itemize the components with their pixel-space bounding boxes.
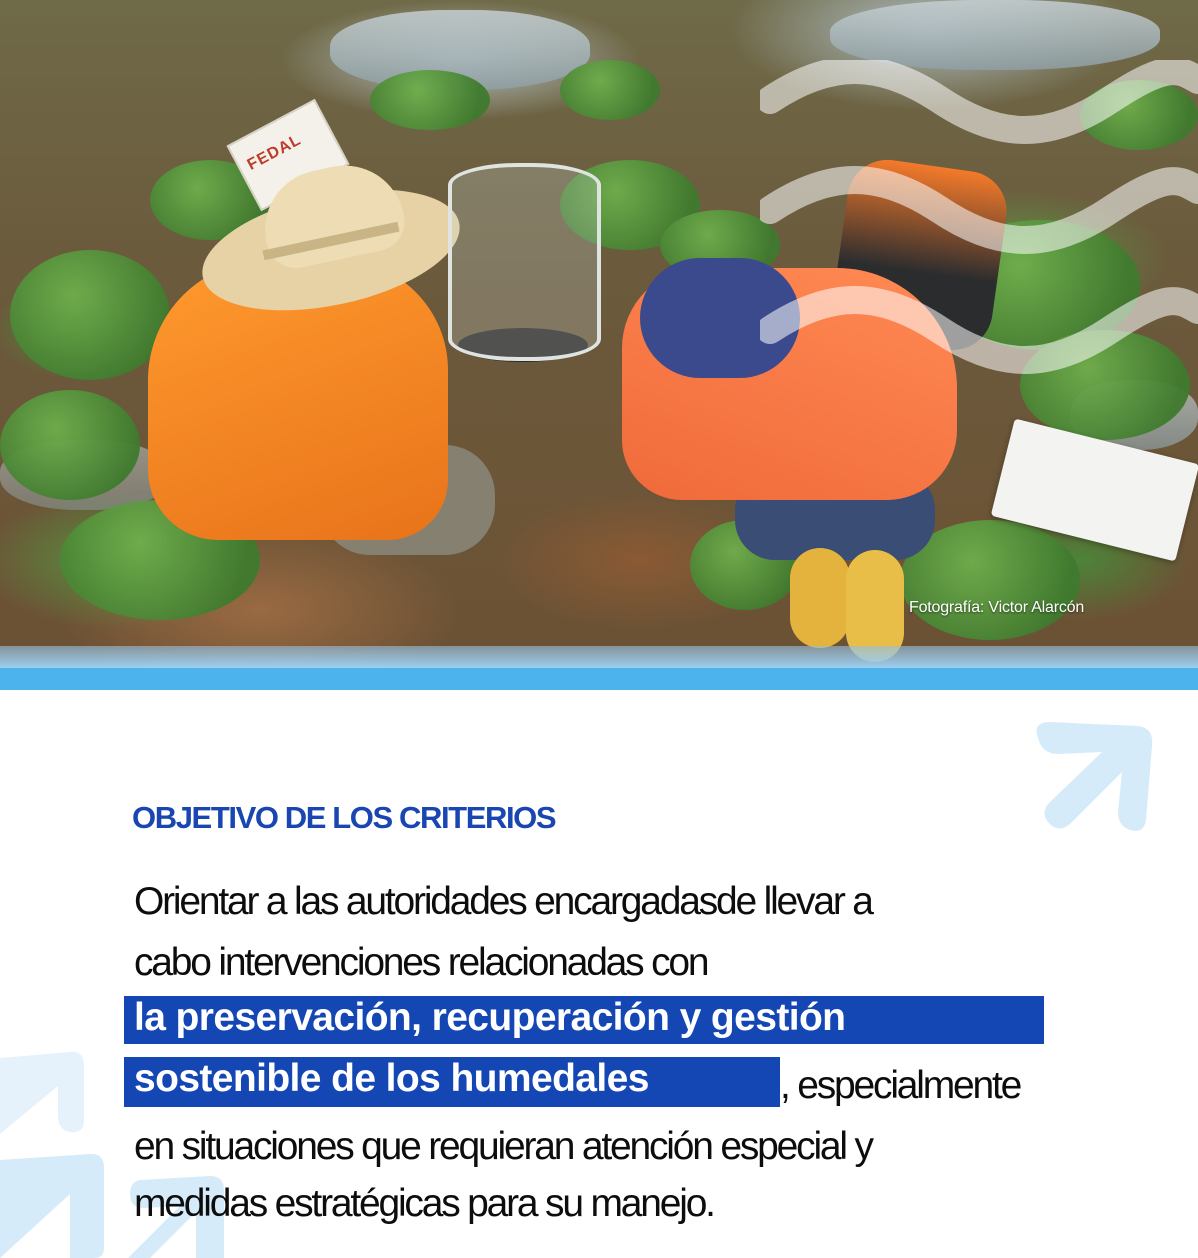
measurement-chamber — [448, 163, 601, 361]
arrow-decoration-icon — [0, 1050, 110, 1140]
wave-decoration-icon — [760, 60, 1198, 390]
highlighted-text: sostenible de los humedales — [124, 1057, 780, 1107]
body-text-line: medidas estratégicas para su manejo. — [134, 1182, 714, 1225]
divider-stripe — [0, 668, 1198, 690]
boot — [790, 548, 850, 648]
photo-credit: Fotografía: Victor Alarcón — [909, 599, 1085, 616]
sign-text: FEDAL — [244, 131, 305, 174]
section-heading: OBJETIVO DE LOS CRITERIOS — [132, 800, 556, 835]
body-text-line: Orientar a las autoridades encargadasde llevar a — [134, 880, 872, 923]
body-text-line: cabo intervenciones relacionadas con — [134, 941, 708, 984]
arrow-decoration-icon — [1030, 716, 1160, 836]
body-text-line: , especialmente — [780, 1064, 1021, 1107]
highlighted-text: la preservación, recuperación y gestión — [124, 996, 1044, 1044]
body-text-line: en situaciones que requieran atención especial y — [134, 1125, 872, 1168]
